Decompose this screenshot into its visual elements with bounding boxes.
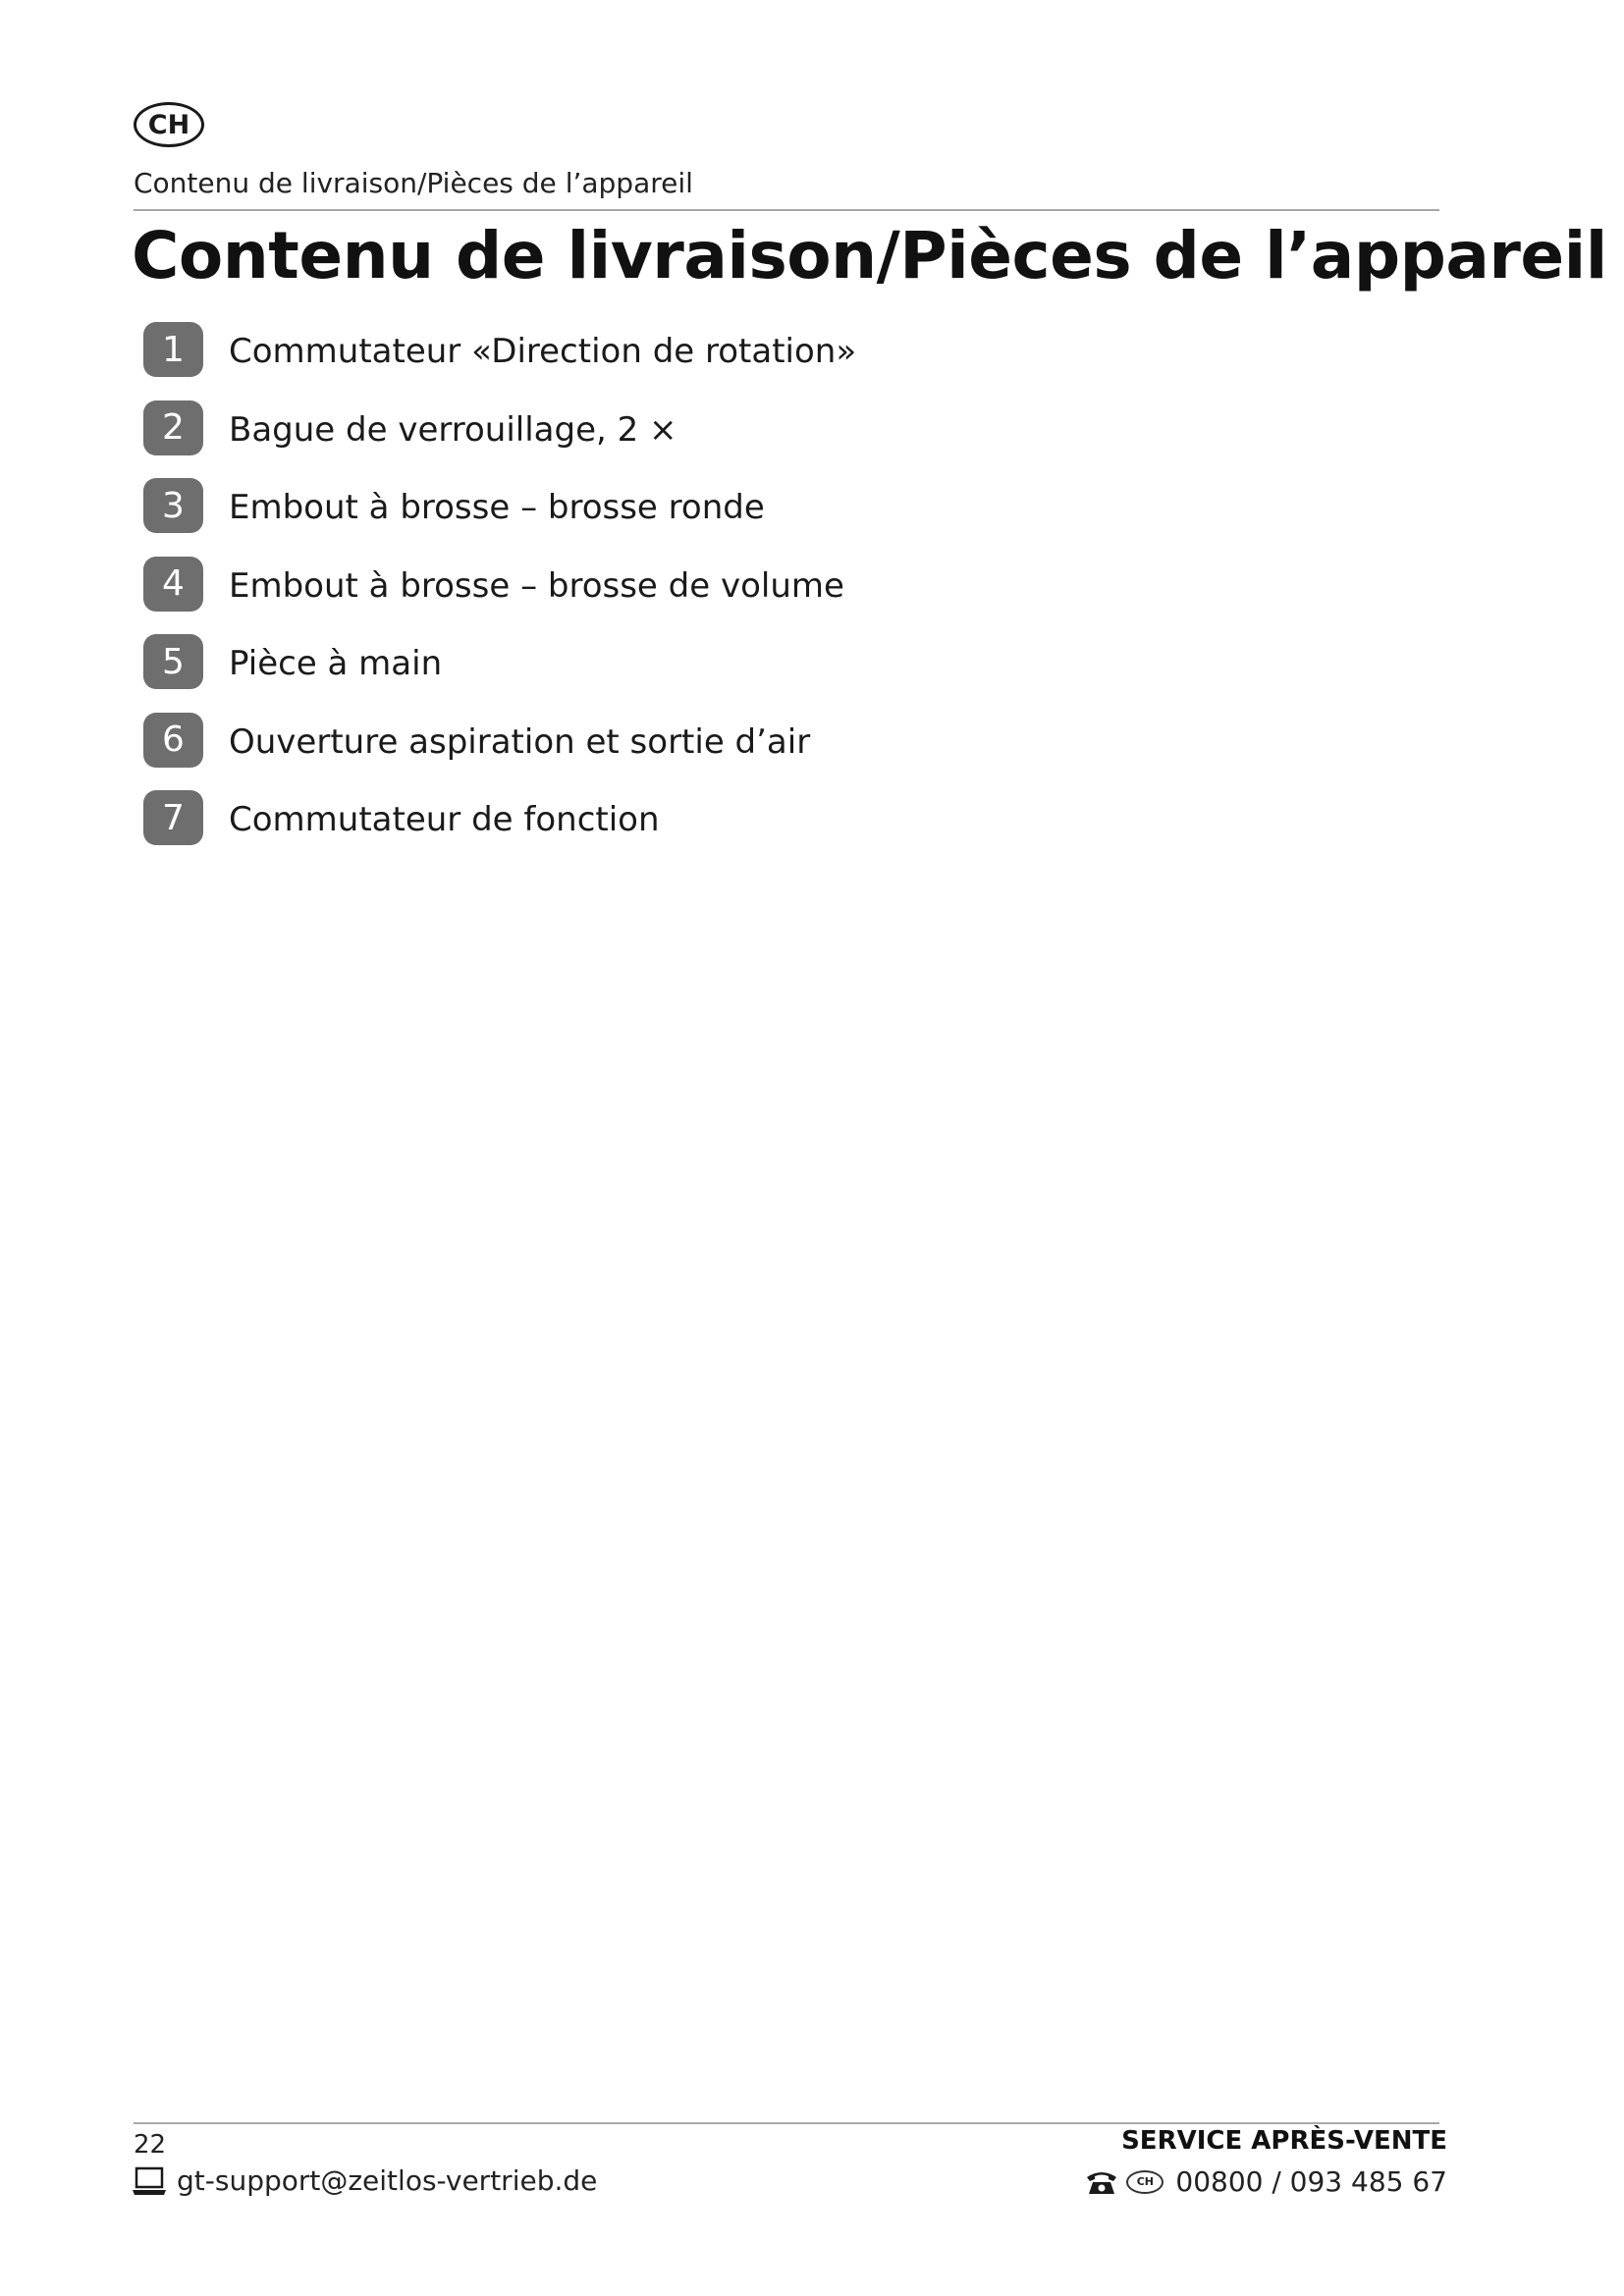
- phone-icon: [1085, 2168, 1118, 2196]
- part-number-badge: 5: [143, 634, 203, 689]
- support-email-link[interactable]: gt-support@zeitlos-vertrieb.de: [177, 2164, 598, 2197]
- list-item: [143, 557, 856, 635]
- ch-country-icon: CH: [1126, 2170, 1164, 2194]
- header-divider: [134, 209, 1439, 211]
- list-item: [143, 634, 856, 713]
- support-email: [132, 2164, 597, 2197]
- part-label: Embout à brosse – brosse de volume: [229, 565, 844, 606]
- service-phone: [1085, 2165, 1447, 2198]
- parts-list: [143, 322, 856, 869]
- list-item: [143, 790, 856, 869]
- part-label: Ouverture aspiration et sortie d’air: [229, 721, 811, 762]
- part-label: Pièce à main: [229, 644, 443, 683]
- part-number-badge: 2: [143, 400, 203, 455]
- part-number-badge: 1: [143, 322, 203, 377]
- country-badge: CH: [134, 102, 204, 147]
- running-header: Contenu de livraison/Pièces de l’appareil: [134, 167, 693, 199]
- part-label: Bague de verrouillage, 2 ×: [229, 409, 677, 450]
- footer-divider: [134, 2122, 1439, 2124]
- page-title: Contenu de livraison/Pièces de l’appareil: [132, 218, 1607, 294]
- service-phone-number[interactable]: 00800 / 093 485 67: [1175, 2165, 1447, 2198]
- list-item: [143, 713, 856, 791]
- part-label: Commutateur «Direction de rotation»: [229, 332, 857, 371]
- page-number: 22: [134, 2130, 167, 2160]
- part-number-badge: 7: [143, 790, 203, 845]
- service-title: SERVICE APRÈS-VENTE: [1121, 2126, 1447, 2156]
- part-number-badge: 3: [143, 478, 203, 533]
- list-item: [143, 400, 856, 479]
- part-label: Embout à brosse – brosse ronde: [229, 488, 765, 527]
- part-number-badge: 4: [143, 557, 203, 612]
- part-number-badge: 6: [143, 713, 203, 768]
- part-label: Commutateur de fonction: [229, 800, 660, 839]
- list-item: [143, 478, 856, 557]
- list-item: [143, 322, 856, 400]
- laptop-icon: [132, 2165, 167, 2197]
